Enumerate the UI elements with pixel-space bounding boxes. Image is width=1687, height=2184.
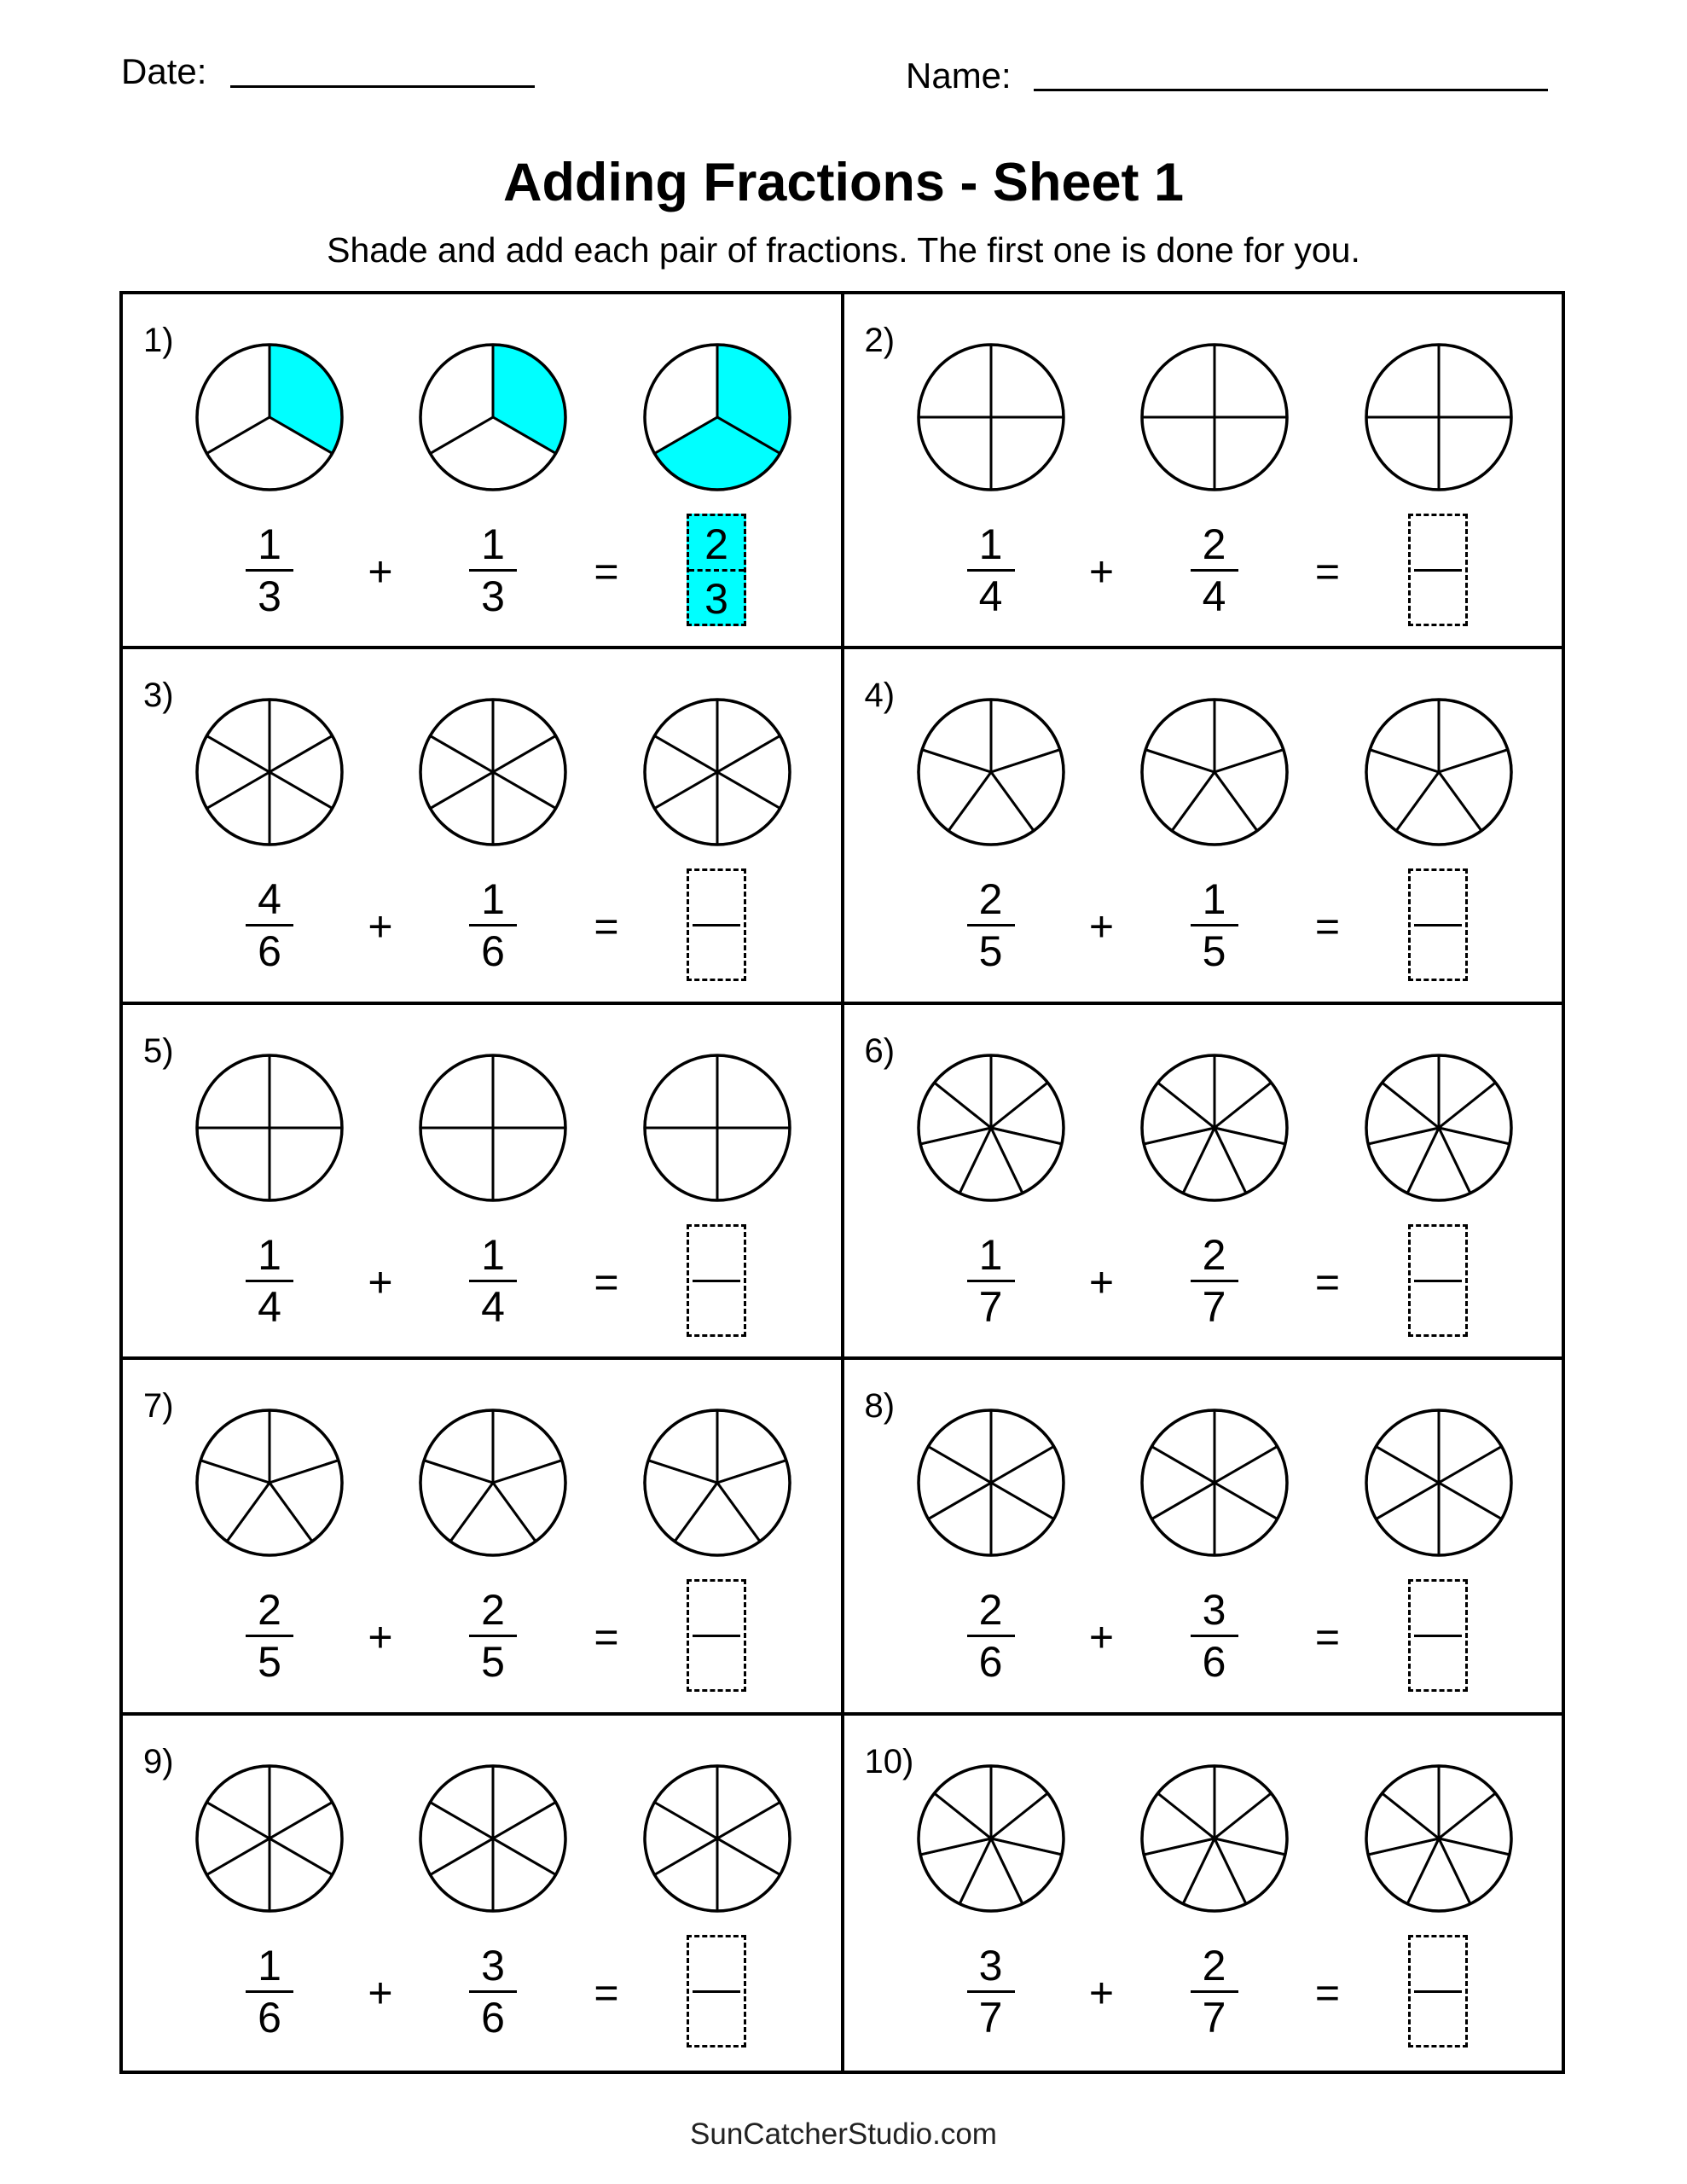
fraction-a <box>231 520 308 620</box>
fraction-bar <box>967 1990 1015 1993</box>
pie-row <box>844 1005 1563 1227</box>
fraction-circle-sum[interactable] <box>1366 345 1511 490</box>
problem-cell <box>123 1005 843 1360</box>
equals-sign: = <box>1314 1258 1341 1306</box>
denominator: 4 <box>481 1282 505 1331</box>
fraction-a <box>231 1230 308 1331</box>
name-label: Name: <box>906 55 1012 96</box>
pie-row <box>844 1360 1563 1582</box>
fraction-b <box>1176 1586 1253 1687</box>
footer-site: SunCatcherStudio.com <box>690 2117 997 2151</box>
numerator: 4 <box>258 875 281 924</box>
problem-number: 4) <box>864 677 896 715</box>
fraction-bar <box>246 1280 293 1282</box>
problem-number: 2) <box>864 322 896 359</box>
answer-fraction-bar <box>1414 569 1462 572</box>
fraction-circle-sum[interactable] <box>1366 700 1511 845</box>
numerator: 1 <box>481 1230 505 1279</box>
fraction-circle-second[interactable] <box>1142 700 1287 845</box>
fraction-circle-first[interactable] <box>919 345 1064 490</box>
fraction-b <box>455 875 531 976</box>
denominator: 3 <box>481 572 505 620</box>
fraction-a <box>953 875 1029 976</box>
plus-sign: + <box>1088 548 1115 595</box>
plus-sign: + <box>368 1258 393 1306</box>
fraction-bar <box>469 1280 517 1282</box>
equals-sign: = <box>594 903 619 951</box>
denominator: 5 <box>258 1638 281 1687</box>
fraction-circle-sum[interactable] <box>645 1055 790 1200</box>
equals-sign: = <box>594 1613 619 1662</box>
denominator: 7 <box>978 1993 1003 2042</box>
fraction-circle-first[interactable] <box>919 1055 1064 1200</box>
problem-number: 5) <box>143 1031 174 1070</box>
fraction-b <box>1176 1230 1253 1331</box>
equals-sign: = <box>1314 903 1341 951</box>
equals-sign: = <box>1314 1613 1341 1662</box>
fraction-a <box>231 1586 308 1687</box>
plus-sign: + <box>1088 1258 1115 1306</box>
fraction-bar <box>967 1635 1015 1637</box>
numerator: 3 <box>978 1941 1003 1989</box>
fraction-bar <box>1191 1635 1238 1637</box>
denominator: 7 <box>1202 1282 1226 1331</box>
fraction-bar <box>469 924 517 926</box>
pie-row <box>123 294 842 516</box>
fraction-a <box>231 1941 308 2042</box>
numerator: 1 <box>978 1230 1003 1279</box>
fraction-circle-first[interactable] <box>919 1410 1064 1555</box>
fraction-circle-second[interactable] <box>1142 1766 1287 1911</box>
numerator: 1 <box>1202 875 1226 924</box>
problem-cell <box>843 1005 1562 1360</box>
denominator: 5 <box>481 1638 505 1687</box>
answer-box[interactable] <box>687 1224 746 1337</box>
fraction-circle-second[interactable] <box>1142 1410 1287 1555</box>
answer-fraction-bar <box>693 1280 740 1282</box>
fraction-b <box>455 520 531 620</box>
problem-cell <box>123 1360 843 1715</box>
numerator: 1 <box>481 520 505 568</box>
fraction-bar <box>469 1635 517 1637</box>
fraction-bar <box>967 569 1015 572</box>
name-line[interactable] <box>1034 89 1548 91</box>
denominator: 4 <box>978 572 1003 620</box>
numerator: 2 <box>1202 1941 1226 1989</box>
fraction-circle-second[interactable] <box>420 345 565 490</box>
answer-fraction-bar <box>1414 1990 1462 1993</box>
answer-box[interactable] <box>1408 1224 1468 1337</box>
equals-sign: = <box>1314 548 1341 595</box>
denominator: 5 <box>1202 927 1226 976</box>
answer-denominator[interactable]: 3 <box>704 575 728 623</box>
problem-cell <box>123 1716 843 2071</box>
fraction-circle-first[interactable] <box>197 1410 342 1555</box>
answer-fraction-bar <box>1414 924 1462 926</box>
problem-cell <box>843 1716 1562 2071</box>
fraction-circle-first[interactable] <box>197 700 342 845</box>
pie-row <box>844 1716 1563 1937</box>
plus-sign: + <box>1088 1968 1115 2017</box>
answer-box[interactable] <box>1408 1935 1468 2048</box>
numerator: 1 <box>258 1230 281 1279</box>
plus-sign: + <box>1088 903 1115 951</box>
fraction-circle-sum[interactable] <box>645 1410 790 1555</box>
answer-box[interactable] <box>1408 868 1468 981</box>
problem-cell <box>123 294 843 649</box>
numerator: 1 <box>258 1941 281 1989</box>
answer-numerator[interactable]: 2 <box>704 520 728 568</box>
fraction-b <box>1176 520 1253 620</box>
fraction-b <box>1176 1941 1253 2042</box>
problem-number: 8) <box>864 1387 896 1426</box>
denominator: 7 <box>978 1282 1003 1331</box>
fraction-circle-sum[interactable] <box>1366 1766 1511 1911</box>
denominator: 6 <box>481 927 505 976</box>
fraction-circle-second[interactable] <box>1142 1055 1287 1200</box>
denominator: 4 <box>258 1282 281 1331</box>
plus-sign: + <box>368 1613 393 1662</box>
denominator: 6 <box>258 927 281 976</box>
fraction-bar <box>246 924 293 926</box>
problem-cell <box>843 649 1562 1004</box>
numerator: 3 <box>1202 1586 1226 1635</box>
fraction-circle-first[interactable] <box>919 700 1064 845</box>
fraction-circle-first[interactable] <box>197 1766 342 1911</box>
equals-sign: = <box>594 1258 619 1306</box>
pie-row <box>123 649 842 871</box>
numerator: 1 <box>258 520 281 568</box>
fraction-a <box>953 1941 1029 2042</box>
pie-row <box>844 294 1563 516</box>
fraction-circle-sum[interactable] <box>1366 1410 1511 1555</box>
answer-fraction-bar <box>693 1635 740 1637</box>
problem-number: 10) <box>864 1742 914 1780</box>
equals-sign: = <box>594 1968 619 2017</box>
fraction-a <box>953 520 1029 620</box>
plus-sign: + <box>368 903 393 951</box>
answer-box[interactable] <box>1408 1579 1468 1692</box>
problem-cell <box>843 1360 1562 1715</box>
denominator: 7 <box>1202 1993 1226 2042</box>
fraction-a <box>953 1586 1029 1687</box>
numerator: 1 <box>481 875 505 924</box>
instructions: Shade and add each pair of fractions. The first one is done for you. <box>327 230 1360 270</box>
plus-sign: + <box>368 548 393 595</box>
equals-sign: = <box>1314 1968 1341 2017</box>
problem-number: 1) <box>143 322 174 359</box>
plus-sign: + <box>368 1968 393 2017</box>
answer-box[interactable] <box>687 514 746 626</box>
answer-box[interactable] <box>1408 514 1468 626</box>
denominator: 6 <box>1202 1638 1226 1687</box>
answer-box[interactable] <box>687 1935 746 2048</box>
fraction-a <box>231 875 308 976</box>
date-label: Date: <box>121 51 207 91</box>
fraction-circle-first[interactable] <box>197 1055 342 1200</box>
fraction-b <box>455 1941 531 2042</box>
fraction-bar <box>1191 569 1238 572</box>
answer-box[interactable] <box>687 868 746 981</box>
date-line[interactable] <box>230 85 535 88</box>
fraction-circle-second[interactable] <box>420 1055 565 1200</box>
fraction-circle-sum[interactable] <box>1366 1055 1511 1200</box>
fraction-bar <box>1191 1990 1238 1993</box>
numerator: 2 <box>1202 1230 1226 1279</box>
fraction-bar <box>967 1280 1015 1282</box>
fraction-bar <box>246 569 293 572</box>
problem-number: 7) <box>143 1387 174 1426</box>
pie-row <box>123 1360 842 1582</box>
fraction-b <box>1176 875 1253 976</box>
fraction-circle-second[interactable] <box>1142 345 1287 490</box>
pie-row <box>123 1716 842 1937</box>
problem-cell <box>123 649 843 1004</box>
problem-number: 3) <box>143 677 174 715</box>
answer-box[interactable] <box>687 1579 746 1692</box>
page-title: Adding Fractions - Sheet 1 <box>502 153 1185 212</box>
fraction-circle-first[interactable] <box>919 1766 1064 1911</box>
denominator: 6 <box>481 1993 505 2042</box>
answer-fraction-bar <box>1414 1280 1462 1282</box>
numerator: 1 <box>978 520 1003 568</box>
pie-row <box>123 1005 842 1227</box>
fraction-circle-second[interactable] <box>420 700 565 845</box>
problem-cell <box>843 294 1562 649</box>
plus-sign: + <box>1088 1613 1115 1662</box>
fraction-circle-sum[interactable] <box>645 345 790 490</box>
denominator: 4 <box>1202 572 1226 620</box>
numerator: 2 <box>978 1586 1003 1635</box>
fraction-circle-second[interactable] <box>420 1410 565 1555</box>
answer-fraction-bar <box>1414 1635 1462 1637</box>
fraction-bar <box>246 1990 293 1993</box>
answer-fraction-bar <box>689 569 744 572</box>
fraction-bar <box>1191 1280 1238 1282</box>
numerator: 2 <box>1202 520 1226 568</box>
fraction-circle-first[interactable] <box>197 345 342 490</box>
denominator: 6 <box>258 1993 281 2042</box>
fraction-circle-second[interactable] <box>420 1766 565 1911</box>
fraction-bar <box>246 1635 293 1637</box>
fraction-bar <box>469 1990 517 1993</box>
fraction-circle-sum[interactable] <box>645 700 790 845</box>
pie-row <box>844 649 1563 871</box>
denominator: 3 <box>258 572 281 620</box>
numerator: 2 <box>481 1586 505 1635</box>
equals-sign: = <box>594 548 619 595</box>
answer-fraction-bar <box>693 1990 740 1993</box>
fraction-bar <box>469 569 517 572</box>
problem-number: 6) <box>864 1031 896 1070</box>
numerator: 2 <box>978 875 1003 924</box>
fraction-a <box>953 1230 1029 1331</box>
answer-fraction-bar <box>693 924 740 926</box>
denominator: 6 <box>978 1638 1003 1687</box>
numerator: 3 <box>481 1941 505 1989</box>
problem-grid <box>119 291 1565 2074</box>
fraction-circle-sum[interactable] <box>645 1766 790 1911</box>
denominator: 5 <box>978 927 1003 976</box>
fraction-b <box>455 1586 531 1687</box>
problem-number: 9) <box>143 1742 174 1780</box>
fraction-bar <box>1191 924 1238 926</box>
fraction-b <box>455 1230 531 1331</box>
fraction-bar <box>967 924 1015 926</box>
numerator: 2 <box>258 1586 281 1635</box>
